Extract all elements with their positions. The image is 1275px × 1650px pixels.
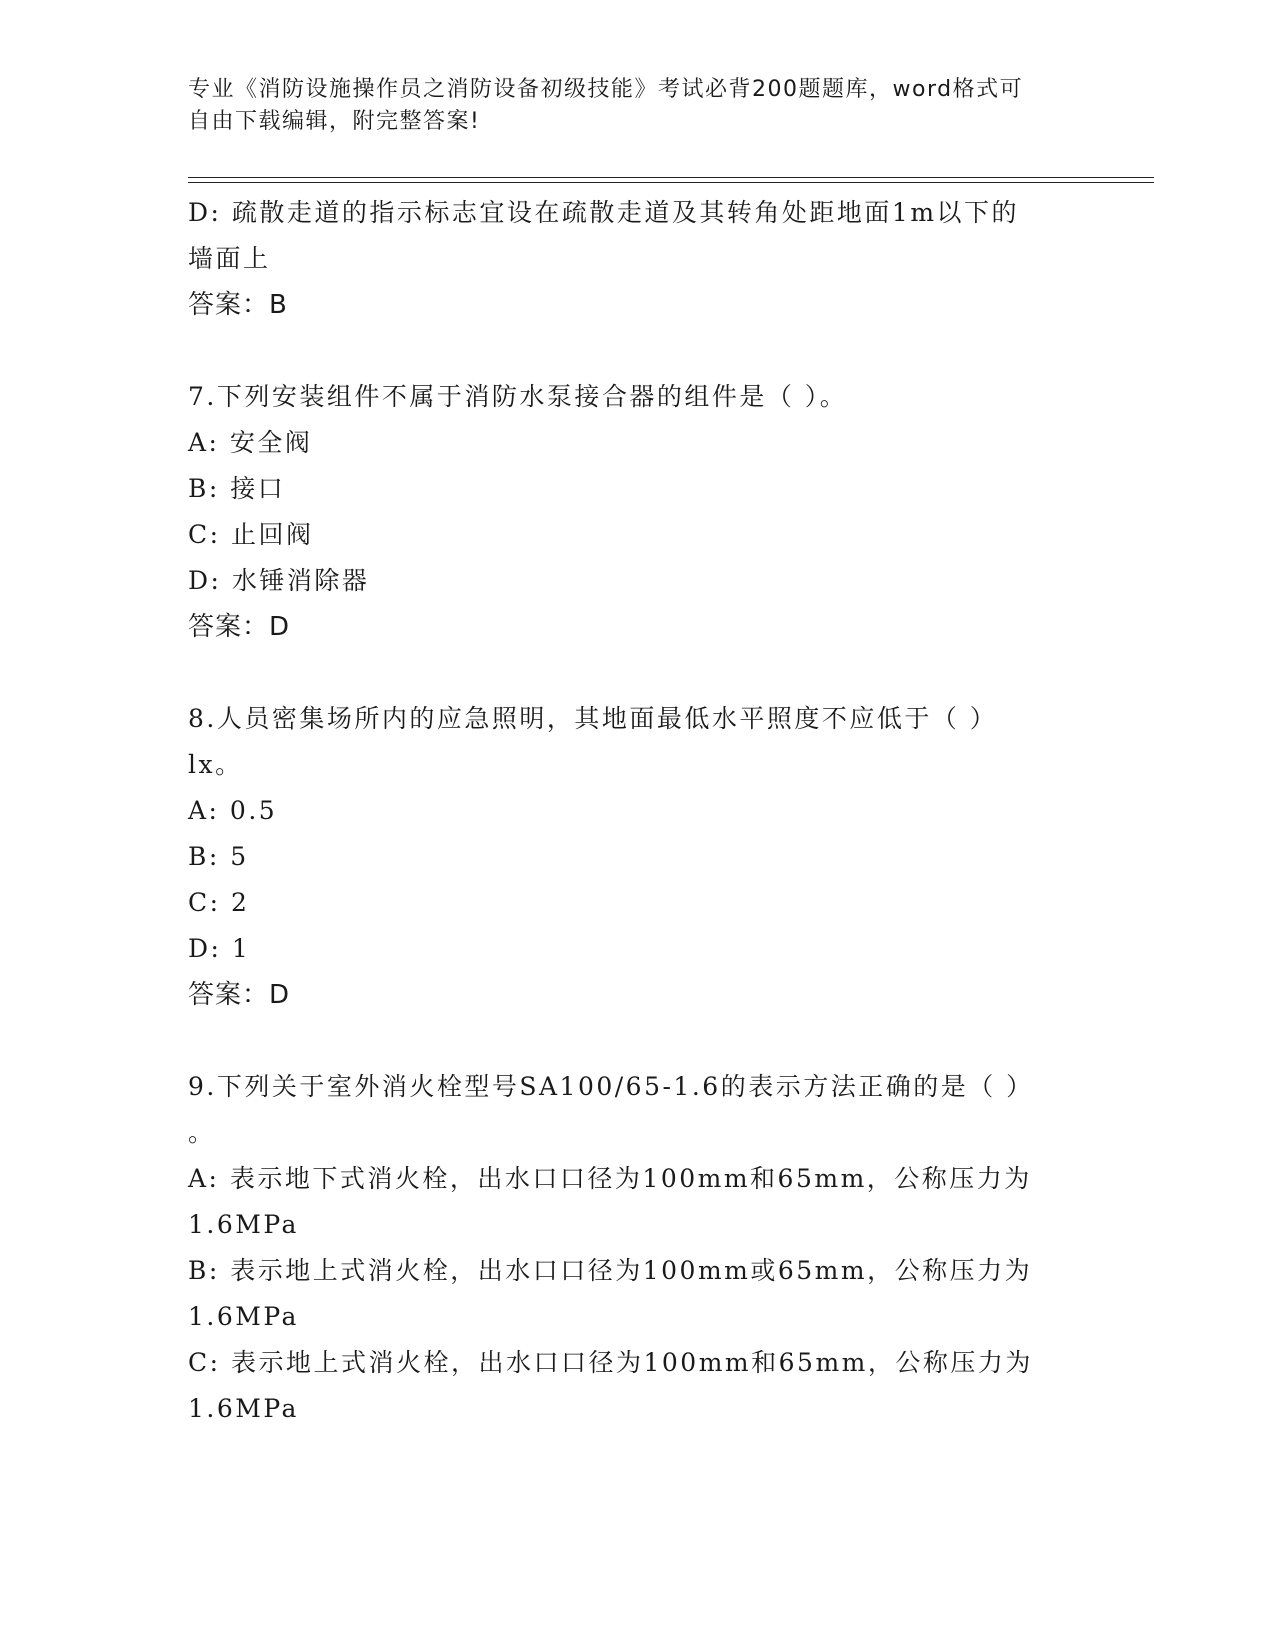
- q8-option-d: D: 1: [188, 934, 251, 963]
- header-divider-top: [188, 177, 1154, 178]
- q9-question-line-2: 。: [188, 1118, 216, 1147]
- q9-option-a-line-1: A: 表示地下式消火栓，出水口口径为100mm和65mm，公称压力为: [188, 1164, 1032, 1193]
- spacer: [188, 650, 1088, 696]
- q7-answer: 答案：D: [188, 612, 291, 642]
- prev-option-d-line-2: 墙面上: [188, 244, 271, 273]
- q9-option-b-line-2: 1.6MPa: [188, 1302, 299, 1331]
- q7-option-c: C: 止回阀: [188, 520, 314, 549]
- q8-answer: 答案：D: [188, 980, 291, 1010]
- document-header: [188, 74, 1068, 138]
- q7-option-d: D: 水锤消除器: [188, 566, 370, 595]
- q9-option-c-line-2: 1.6MPa: [188, 1394, 299, 1423]
- q7-option-a: A: 安全阀: [188, 428, 313, 457]
- header-line-2: 自由下载编辑，附完整答案!: [188, 109, 481, 134]
- spacer: [188, 1018, 1088, 1064]
- q8-option-a: A: 0.5: [188, 796, 278, 825]
- q9-option-b-line-1: B: 表示地上式消火栓，出水口口径为100mm或65mm，公称压力为: [188, 1256, 1033, 1285]
- prev-answer: 答案：B: [188, 290, 288, 320]
- q8-option-b: B: 5: [188, 842, 249, 871]
- q9-option-c-line-1: C: 表示地上式消火栓，出水口口径为100mm和65mm，公称压力为: [188, 1348, 1033, 1377]
- q9-question-line-1: 9.下列关于室外消火栓型号SA100/65-1.6的表示方法正确的是（ ）: [188, 1072, 1034, 1101]
- spacer: [188, 328, 1088, 374]
- q9-option-a-line-2: 1.6MPa: [188, 1210, 299, 1239]
- header-line-1: 专业《消防设施操作员之消防设备初级技能》考试必背200题题库，word格式可: [188, 77, 1024, 102]
- q7-question: 7.下列安装组件不属于消防水泵接合器的组件是（ ）。: [188, 382, 848, 411]
- q8-question-line-1: 8.人员密集场所内的应急照明，其地面最低水平照度不应低于（ ）: [188, 704, 998, 733]
- question-content: [188, 190, 1088, 1432]
- prev-option-d-line-1: D: 疏散走道的指示标志宜设在疏散走道及其转角处距地面1m以下的: [188, 198, 1020, 227]
- header-divider-bottom: [188, 182, 1154, 183]
- q8-option-c: C: 2: [188, 888, 250, 917]
- q7-option-b: B: 接口: [188, 474, 286, 503]
- q8-question-line-2: lx。: [188, 750, 243, 779]
